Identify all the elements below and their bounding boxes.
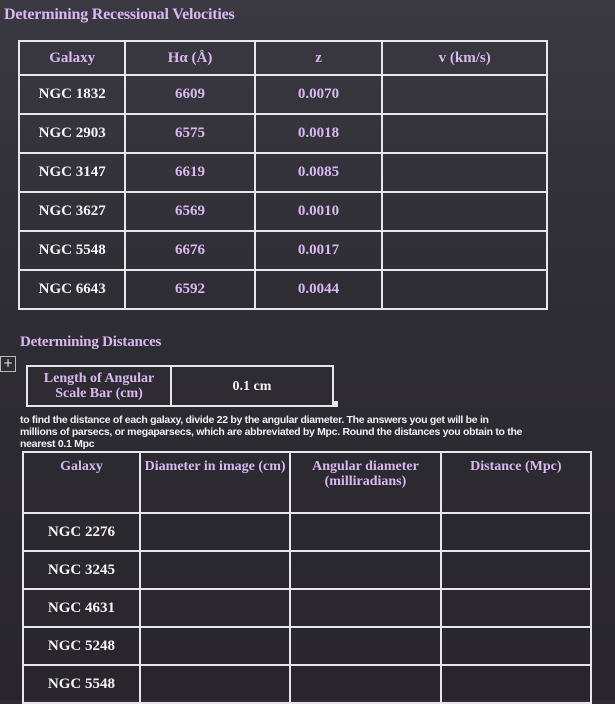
distance-input-cell[interactable] (441, 551, 591, 589)
z-cell: 0.0017 (255, 231, 383, 270)
velocity-input-cell[interactable] (382, 231, 547, 270)
diameter-input-cell[interactable] (140, 513, 290, 551)
scale-label-line2: Scale Bar (cm) (55, 386, 143, 401)
scale-bar-label (27, 366, 171, 406)
table-row (23, 589, 591, 627)
angular-diameter-input-cell[interactable] (290, 513, 440, 551)
header-galaxy: Galaxy (19, 41, 125, 75)
header-z: z (255, 41, 383, 75)
instructions-line: millions of parsecs, or megaparsecs, which are abbreviated by Mpc. Round the distances you obtain to the (20, 426, 523, 438)
distance-input-cell[interactable] (441, 589, 591, 627)
instructions-line: nearest 0.1 Mpc (20, 438, 95, 450)
distance-table (22, 451, 592, 704)
halpha-cell: 6575 (125, 114, 254, 153)
table-row (23, 551, 591, 589)
table-header-row (23, 452, 591, 513)
table-row (19, 192, 547, 231)
instructions-text (20, 414, 600, 450)
table-row (23, 627, 591, 665)
halpha-cell: 6609 (125, 75, 254, 114)
section-title-velocities: Determining Recessional Velocities (4, 6, 235, 23)
table-row (19, 153, 547, 192)
table-row (19, 270, 547, 309)
angular-diameter-input-cell[interactable] (290, 627, 440, 665)
z-cell: 0.0070 (255, 75, 383, 114)
galaxy-name-cell: NGC 5248 (23, 627, 140, 665)
halpha-cell: 6569 (125, 192, 254, 231)
velocity-input-cell[interactable] (382, 114, 547, 153)
diameter-input-cell[interactable] (140, 551, 290, 589)
galaxy-name-cell: NGC 1832 (19, 75, 125, 114)
header-distance: Distance (Mpc) (441, 452, 591, 513)
diameter-input-cell[interactable] (140, 627, 290, 665)
table-row (23, 665, 591, 703)
header-angular-diameter: Angular diameter (milliradians) (290, 452, 440, 513)
scale-row (27, 366, 333, 406)
scale-label-line1: Length of Angular (43, 371, 155, 386)
velocity-input-cell[interactable] (382, 192, 547, 231)
z-cell: 0.0044 (255, 270, 383, 309)
diameter-input-cell[interactable] (140, 665, 290, 703)
resize-handle[interactable] (332, 401, 338, 407)
distance-input-cell[interactable] (441, 513, 591, 551)
z-cell: 0.0010 (255, 192, 383, 231)
galaxy-name-cell: NGC 2903 (19, 114, 125, 153)
plus-icon[interactable]: + (0, 356, 16, 372)
angular-diameter-input-cell[interactable] (290, 589, 440, 627)
header-galaxy: Galaxy (23, 452, 140, 513)
header-halpha: Hα (Å) (125, 41, 254, 75)
galaxy-name-cell: NGC 3245 (23, 551, 140, 589)
scale-bar-table (26, 365, 334, 407)
galaxy-name-cell: NGC 5548 (19, 231, 125, 270)
table-row (19, 114, 547, 153)
galaxy-name-cell: NGC 4631 (23, 589, 140, 627)
table-header-row (19, 41, 547, 75)
scale-bar-value[interactable]: 0.1 cm (171, 366, 333, 406)
angular-diameter-input-cell[interactable] (290, 551, 440, 589)
velocity-input-cell[interactable] (382, 75, 547, 114)
table-row (23, 513, 591, 551)
halpha-cell: 6619 (125, 153, 254, 192)
table-row (19, 231, 547, 270)
halpha-cell: 6676 (125, 231, 254, 270)
diameter-input-cell[interactable] (140, 589, 290, 627)
instructions-line: to find the distance of each galaxy, divide 22 by the angular diameter. The answers you get will be in (20, 414, 489, 426)
distance-input-cell[interactable] (441, 665, 591, 703)
galaxy-name-cell: NGC 5548 (23, 665, 140, 703)
velocity-input-cell[interactable] (382, 270, 547, 309)
velocity-input-cell[interactable] (382, 153, 547, 192)
section-title-distances: Determining Distances (20, 334, 162, 350)
z-cell: 0.0085 (255, 153, 383, 192)
header-velocity: v (km/s) (382, 41, 547, 75)
galaxy-name-cell: NGC 2276 (23, 513, 140, 551)
z-cell: 0.0018 (255, 114, 383, 153)
table-row (19, 75, 547, 114)
header-diameter: Diameter in image (cm) (140, 452, 290, 513)
halpha-cell: 6592 (125, 270, 254, 309)
galaxy-name-cell: NGC 3627 (19, 192, 125, 231)
galaxy-name-cell: NGC 6643 (19, 270, 125, 309)
angular-diameter-input-cell[interactable] (290, 665, 440, 703)
galaxy-name-cell: NGC 3147 (19, 153, 125, 192)
velocity-table (18, 40, 548, 310)
distance-input-cell[interactable] (441, 627, 591, 665)
